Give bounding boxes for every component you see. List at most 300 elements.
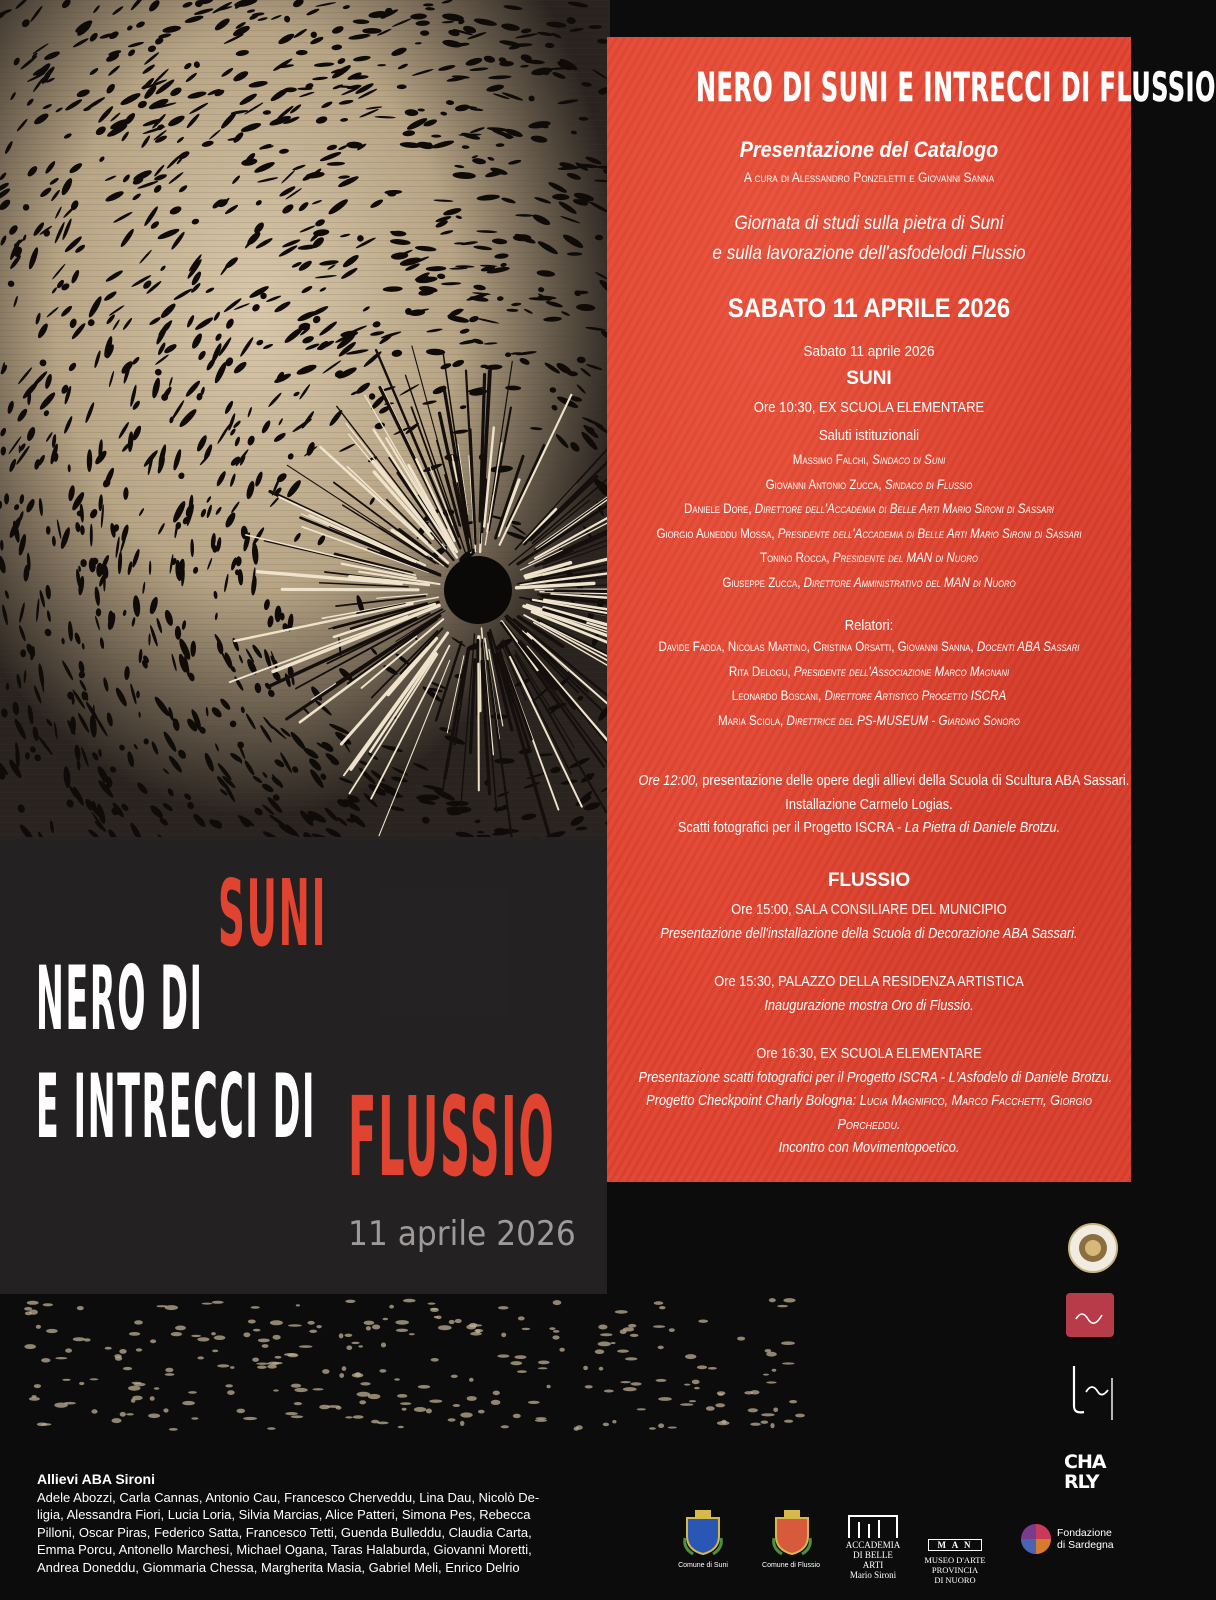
study-day [633,209,1105,269]
artwork-speckle [359,1400,366,1404]
saluti-item: Giovanni Antonio Zucca, Sindaco di Flussio [765,476,973,492]
relatori-list [607,635,1131,733]
artwork-speckle [795,1414,805,1418]
midday-line-2: Installazione Carmelo Logias. [785,796,953,813]
artwork-speckle [62,1379,70,1381]
suni-venue: Ore 10:30, EX SCUOLA ELEMENTARE [753,400,985,416]
artwork-speckle [585,1385,593,1388]
artwork-speckle [358,1345,363,1347]
artwork-speckle [469,1378,474,1382]
artwork-speckle [191,1417,198,1419]
artwork-speckle [547,1385,551,1389]
palazzo-program [638,971,1099,1018]
artwork-speckle [73,1337,85,1341]
artwork-speckle [497,1354,509,1357]
artwork-speckle [6,683,9,691]
late-line-3: Progetto Checkpoint Charly Bologna: Lucia Magnifico, Marco Facchetti, Giorgio [646,1093,1092,1109]
artwork-speckle [598,1325,607,1330]
sierra-logo [1066,1293,1114,1337]
artwork-speckle [630,1334,639,1337]
students-credits [37,1471,617,1576]
artwork-speckle [761,1421,769,1424]
artwork-speckle [658,1397,672,1401]
artwork-speckle [549,1327,555,1330]
artwork-speckle [717,1391,726,1395]
artwork-speckle [230,1366,234,1369]
artwork-speckle [372,1325,380,1330]
artwork-speckle [163,1408,168,1412]
artwork-speckle [428,1303,436,1305]
artwork-speckle [766,1352,777,1357]
artwork-speckle [309,1330,317,1333]
aba-sironi-icon [845,1512,901,1540]
artwork-speckle [165,1373,175,1376]
title-date: 11 aprile 2026 [348,1214,576,1254]
artwork-speckle [115,1356,122,1361]
artwork-speckle [312,1388,323,1390]
artwork-speckle [237,1409,246,1414]
artwork-speckle [105,1347,112,1350]
artwork-speckle [501,1333,506,1338]
artwork-speckle [90,524,93,547]
afternoon-program [638,899,1099,946]
saluti-item: Tonino Rocca, Presidente del MAN di Nuoro [759,550,979,565]
artwork-speckle [501,1425,509,1428]
artwork-speckle [553,1300,562,1305]
title-nero-di: NERO DI [36,947,204,1050]
artwork-speckle [538,1361,550,1365]
artwork-speckle [212,1301,224,1304]
artwork-speckle [225,1384,233,1387]
artwork-speckle [552,1335,559,1339]
artwork-speckle [169,1428,178,1431]
artwork-speckle [256,1363,268,1365]
artwork-speckle [453,1404,461,1407]
artwork-speckle [761,1413,775,1416]
artwork-speckle [353,1415,364,1419]
comune-suni-caption: Comune di Suni [678,1562,728,1569]
artwork-speckle [623,1387,637,1391]
title-intrecci-di: E INTRECCI DI [36,1055,317,1158]
artwork-speckle [773,1408,778,1413]
artwork-speckle [528,1401,540,1404]
artwork-speckle [91,1409,97,1413]
artwork-speckle [436,1316,442,1320]
artwork-speckle [307,1321,314,1325]
artwork-speckle [493,1391,500,1396]
students-line: Andrea Doneddu, Giommaria Chessa, Margherita Masia, Gabriel Meli, Enrico Delrio [37,1559,520,1575]
artwork-speckle [471,1324,482,1326]
fondazione-sardegna-icon [1019,1522,1053,1556]
artwork-speckle [120,1412,126,1417]
artwork-speckle [698,1320,708,1323]
artwork-speckle [448,1418,456,1421]
artwork-speckle [669,1328,675,1332]
artwork-speckle [680,1403,693,1406]
relatori-item: Rita Delogu, Presidente dell'Associazione Marco Magnani [728,663,1010,679]
artwork-speckle [649,1427,656,1430]
artwork-speckle [29,1310,38,1315]
artwork-speckle [64,1402,76,1405]
artwork-speckle [612,1420,616,1423]
artwork-speckle [273,1389,279,1391]
artwork-speckle [197,1356,204,1359]
artwork-speckle [268,1362,280,1366]
artwork-speckle [449,1320,455,1324]
artwork-speckle [119,1349,126,1354]
artwork-speckle [291,1384,301,1388]
students-line: Adele Abozzi, Carla Cannas, Antonio Cau, Francesco Cherveddu, Lina Dau, Nicolò De- [37,1489,540,1505]
artwork-speckle [197,1337,209,1341]
artwork-speckle [32,1395,37,1398]
catalog-title: Presentazione del Catalogo [739,137,999,162]
artwork-speckle [620,1381,631,1383]
artwork-speckle [46,1329,58,1333]
artwork-speckle [418,1385,430,1389]
artwork-speckle [599,1367,604,1371]
artwork-speckle [252,1358,259,1362]
relatori-item: Maria Sciola, Direttrice del PS-MUSEUM - Giardino Sonoro [718,712,1020,728]
artwork-speckle [188,1391,197,1394]
artwork-speckle [631,1382,642,1385]
artwork-speckle [600,1333,612,1336]
saluti-item: Massimo Falchi, Sindaco di Suni [792,452,946,467]
artwork-speckle [41,1358,50,1362]
artwork-speckle [165,1368,173,1373]
artwork-speckle [243,1332,250,1337]
fondazione-sardegna-logo: Fondazione di Sardegna [1057,1527,1114,1551]
artwork-speckle [156,1305,167,1307]
artwork-speckle [397,1394,407,1398]
artwork-speckle [623,1327,634,1331]
event-date-headline: SABATO 11 APRILE 2026 [727,293,1011,323]
artwork-speckle [611,1342,616,1344]
artwork-speckle [316,1325,321,1328]
artwork-speckle [342,1366,347,1371]
artwork-speckle [132,1396,142,1401]
seal-logo [1067,1222,1119,1274]
artwork-speckle [668,1427,677,1429]
artwork-speckle [381,1343,386,1348]
artwork-speckle [697,1365,707,1369]
midday-line-3: Scatti fotografici per il Progetto ISCRA - La Pietra di Daniele Brotzu. [677,820,1061,836]
saluti-item: Daniele Dore, Direttore dell'Accademia di Belle Arti Mario Sironi di Sassari [684,501,1054,516]
artwork-speckle [576,1425,583,1430]
artwork-speckle [429,1400,442,1403]
palazzo-line-1: Ore 15:30, PALAZZO DELLA RESIDENZA ARTISTICA [714,974,1024,990]
artwork-speckle [360,1382,370,1385]
artwork-speckle [148,1414,160,1419]
artwork-speckle [90,1378,99,1380]
artwork-speckle [517,1370,527,1373]
artwork-speckle [535,1419,547,1422]
artwork-speckle [253,1329,261,1332]
artwork-speckle [770,1423,774,1428]
students-line: Emma Porcu, Antonello Marchesi, Michael Ogana, Taras Halaburda, Giovanni Moretti, [37,1542,532,1557]
artwork-speckle [491,1400,501,1405]
late-line-5: Incontro con Movimentopoetico. [778,1140,960,1156]
artwork-speckle [128,1386,140,1391]
artwork-speckle [414,1407,426,1412]
artwork-speckle [781,1341,795,1345]
artwork-speckle [112,1418,122,1423]
artwork-speckle [270,1320,283,1325]
artwork-speckle [653,1325,665,1328]
artwork-speckle [27,1301,39,1305]
artwork-speckle [171,1332,182,1336]
artwork-speckle [296,1304,300,1306]
artwork-speckle [346,1345,352,1350]
artwork-speckle [717,1421,730,1425]
artwork-speckle [431,1358,439,1362]
aba-sironi-logo: ACCADEMIA DI BELLE ARTI Mario Sironi [845,1540,901,1580]
artwork-speckle [689,1400,696,1402]
artwork-speckle [291,1415,303,1418]
artwork-speckle [182,1401,195,1405]
saluti-item: Giuseppe Zucca, Direttore Amministrativo del MAN di Nuoro [722,574,1016,590]
title-box [0,837,607,1294]
late-line-4: Porcheddu. [837,1116,901,1133]
saluti-item: Giorgio Auneddu Mossa, Presidente dell'Accademia di Belle Arti Mario Sironi di Sassari [656,525,1082,541]
artwork-speckle [217,1364,229,1367]
artwork-speckle [783,1298,795,1302]
artwork-speckle [510,1361,522,1365]
artwork-speckle [467,1396,477,1401]
artwork-speckle [394,1378,400,1380]
late-line-1: Ore 16:30, EX SCUOLA ELEMENTARE [756,1046,982,1062]
artwork-speckle [498,1306,509,1309]
artwork-speckle [789,1400,797,1403]
artwork-speckle [327,1405,341,1408]
artwork-speckle [553,1330,560,1333]
artwork-speckle [257,1366,267,1369]
suni-heading: SUNI [846,368,892,389]
flussio-heading: FLUSSIO [827,870,911,891]
artwork-speckle [684,1384,690,1386]
comune-flussio-caption: Comune di Flussio [762,1562,820,1569]
artwork-speckle [505,352,511,357]
artwork-speckle [694,1387,700,1389]
artwork-speckle [400,1402,411,1405]
artwork-speckle [84,1338,91,1341]
artwork-speckle [126,1413,134,1415]
artwork-speckle [692,1380,700,1385]
artwork-speckle [409,1333,415,1335]
artwork-speckle [377,1422,389,1425]
event-day: Sabato 11 aprile 2026 [803,343,935,360]
artwork-speckle [79,1382,84,1385]
artwork-speckle [513,1414,521,1418]
artwork-speckle [129,1332,140,1336]
artwork-ray [478,664,479,791]
artwork-speckle [175,1326,186,1331]
artwork-speckle [154,1387,160,1389]
panel-title: NERO DI SUNI E INTRECCI DI FLUSSIO [696,65,1216,111]
artwork-speckle [604,1390,614,1393]
artwork-speckle [275,1356,282,1359]
artwork-speckle [24,1344,36,1349]
students-title: Allievi ABA Sironi [37,1471,155,1487]
artwork-speckle [438,1325,452,1330]
artwork-speckle [617,1350,629,1353]
artwork-speckle [402,1408,407,1411]
saluti-label: Saluti istituzionali [818,428,920,444]
artwork-speckle [248,1320,256,1324]
artwork-speckle [420,30,429,35]
artwork-speckle [267,1427,275,1430]
artwork-speckle [538,1367,548,1369]
artwork-speckle [784,1420,793,1423]
artwork-speckle [769,1298,776,1302]
artwork-speckle [750,1423,761,1426]
artwork-speckle [262,1344,269,1348]
artwork-speckle [395,1320,409,1325]
artwork-speckle [214,1335,226,1340]
artwork-speckle [748,1408,758,1412]
artwork-speckle [478,1410,485,1414]
artwork-speckle [396,1329,408,1332]
artwork-speckle [77,1306,84,1310]
artwork-speckle [345,1334,353,1337]
artwork-speckle [595,1349,605,1354]
artwork-speckle [339,1373,344,1378]
curators: A cura di Alessandro Ponzeletti e Giovanni Sanna [743,170,995,185]
artwork-speckle [475,1329,480,1333]
artwork-speckle [379,1369,386,1373]
artwork-speckle [258,1339,270,1343]
artwork-speckle [285,1412,298,1415]
artwork-speckle [654,1301,664,1305]
comune-suni-crest-icon [681,1508,725,1556]
artwork-speckle [658,1423,664,1428]
artwork-speckle [211,1332,216,1335]
artwork-speckle [37,1423,48,1427]
relatori-label: Relatori: [844,618,894,634]
artwork-speckle [737,1337,745,1341]
artwork-speckle [430,1308,438,1310]
artwork-speckle [383,1318,389,1321]
artwork-speckle [355,1372,361,1377]
artwork-speckle [366,1326,371,1330]
artwork-speckle [364,1321,375,1325]
artwork-speckle [763,1374,769,1376]
artwork-speckle [598,1342,611,1347]
artwork-speckle [251,1306,260,1309]
artwork-speckle [345,1300,355,1303]
artwork-speckle [772,1369,777,1372]
artwork-speckle [65,1348,72,1352]
midday-program [638,770,1130,841]
artwork-speckle [637,1408,646,1410]
artwork-speckle [515,1355,527,1359]
man-logo: M A N MUSEO D'ARTE PROVINCIA DI NUORO [924,1540,986,1585]
artwork-speckle [299,1345,312,1348]
title-flussio: FLUSSIO [348,1073,556,1201]
artwork-speckle [658,1346,664,1350]
midday-line-1: Ore 12:00, presentazione delle opere degli allievi della Scuola di Scultura ABA Sassari. [638,773,1130,789]
artwork-speckle [706,1406,715,1411]
artwork-speckle [43,1303,53,1306]
artwork-speckle [389,1305,394,1309]
artwork-speckle [368,1394,381,1399]
artwork-speckle [460,1412,472,1417]
saluti-list [607,448,1131,595]
artwork-speckle [55,1357,67,1359]
artwork-speckle [559,1348,564,1352]
afternoon-line-2: Presentazione dell'installazione della Scuola di Decorazione ABA Sassari. [660,925,1078,942]
artwork-speckle [212,1350,218,1353]
artwork-speckle [288,1324,302,1327]
artwork-speckle [150,1339,156,1343]
artwork-speckle [451,1375,458,1378]
artwork-speckle [403,1299,416,1303]
artwork-speckle [351,1342,359,1344]
artwork-speckle [426,1409,432,1414]
artwork-speckle [625,1357,637,1360]
artwork-speckle [134,1383,146,1386]
title-suni: SUNI [218,860,328,967]
students-line: ligia, Alessandra Fiori, Lucia Loria, Silvia Marcias, Alice Patteri, Simona Pes, Rebecca [37,1507,531,1522]
artwork-speckle [273,1335,281,1340]
artwork-speckle [750,1390,759,1394]
info-panel [607,37,1216,1182]
iscra-logo [1066,1362,1118,1422]
study-day-line-2: e sulla lavorazione dell'asfodelodi Flussio [712,243,1026,264]
artwork-speckle [522,1328,530,1330]
artwork-speckle [615,1310,628,1314]
artwork-speckle [345,1416,353,1418]
artwork-speckle [36,1325,41,1329]
artwork-speckle [685,1354,696,1359]
artwork-speckle [446,801,469,806]
artwork-speckle [583,1366,588,1370]
relatori-item: Leonardo Boscani, Direttore Artistico Progetto ISCRA [731,688,1007,703]
artwork-speckle [398,1426,404,1428]
comune-flussio-crest-icon [770,1508,814,1556]
late-line-2: Presentazione scatti fotografici per il Progetto ISCRA - L'Asfodelo di Daniele Brotzu. [638,1069,1113,1086]
artwork-speckle [284,1353,297,1356]
artwork-speckle [628,1324,636,1328]
artwork-speckle [294,1402,302,1405]
artwork-speckle [782,1362,795,1364]
afternoon-line-1: Ore 15:00, SALA CONSILIARE DEL MUNICIPIO [731,902,1007,918]
study-day-line-1: Giornata di studi sulla pietra di Suni [734,213,1004,234]
artwork-speckle [766,1381,777,1383]
artwork-speckle [202,1303,213,1305]
artwork-speckle [34,1384,41,1388]
artwork-speckle [708,1367,717,1370]
artwork-speckle [518,1316,525,1320]
artwork-speckle [322,1369,329,1374]
artwork-speckle [227,1390,235,1395]
artwork-speckle [656,1379,667,1382]
artwork-speckle [603,1423,609,1427]
artwork-speckle [267,1365,277,1369]
artwork-speckle [243,1417,257,1420]
palazzo-line-2: Inaugurazione mostra Oro di Flussio. [764,997,974,1014]
artwork-speckle [123,1367,132,1370]
artwork-speckle [460,1421,464,1426]
artwork-speckle [777,1305,788,1307]
artwork-speckle [659,1306,665,1309]
artwork-speckle [191,1335,201,1337]
relatori-item: Davide Fadda, Nicolas Martino, Cristina Orsatti, Giovanni Sanna, Docenti ABA Sassari [658,639,1080,654]
artwork-speckle [715,1403,725,1407]
artwork-speckle [339,1333,344,1338]
charly-logo: CHA RLY [1064,1451,1106,1493]
late-program [638,1043,1113,1161]
artwork-speckle [294,1388,307,1392]
